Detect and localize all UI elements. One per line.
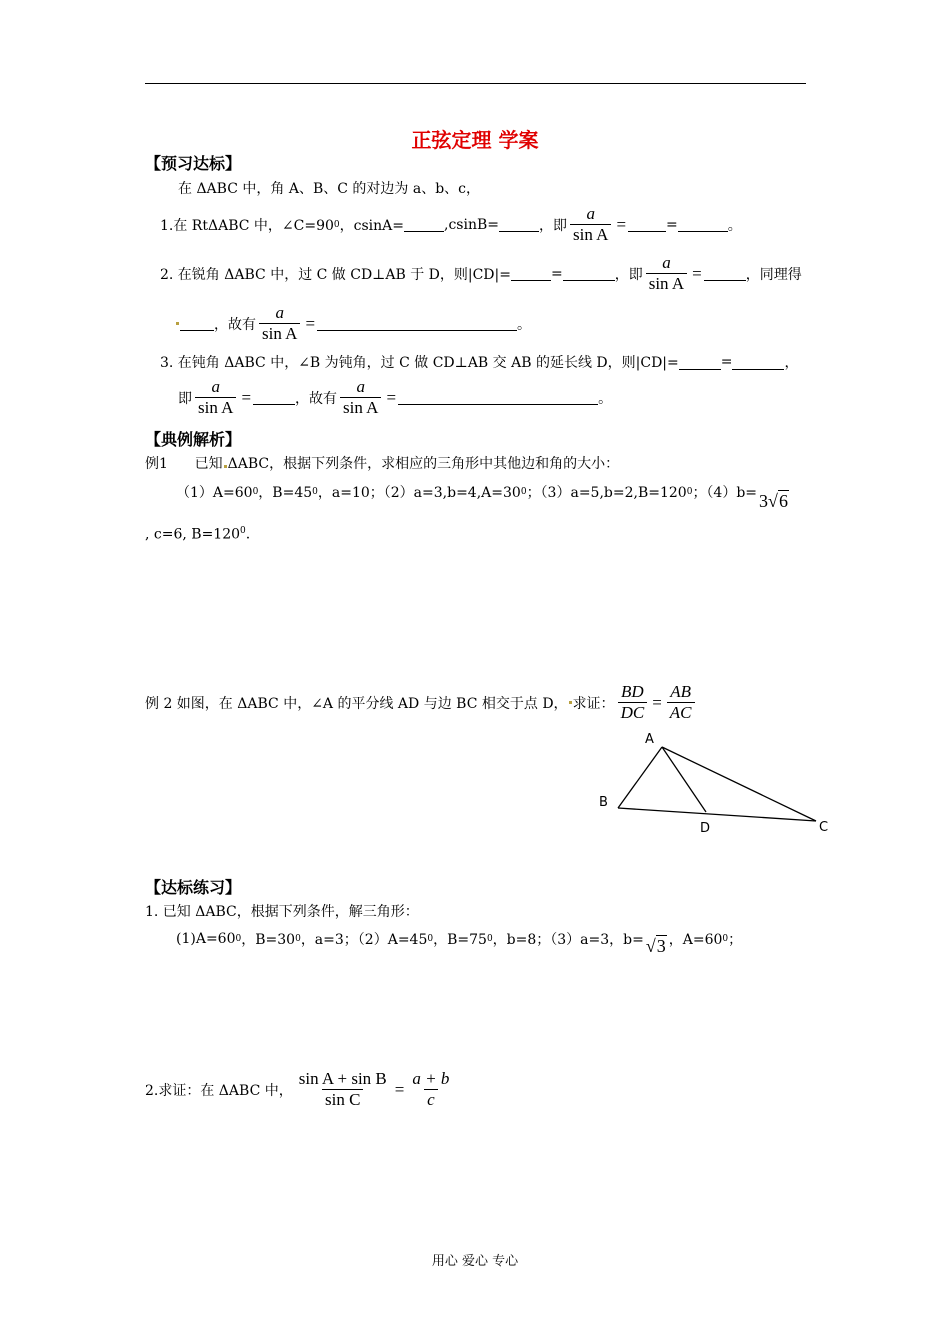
p1-c1c: ，a=3；（2）A=45 <box>300 931 428 948</box>
p1-c1f: ，A=60 <box>668 931 723 948</box>
q1-text-a: 1.在 RtΔABC 中，∠C=90 <box>160 217 334 234</box>
marker-dot <box>224 465 227 468</box>
p1-c1b: ，B=30 <box>241 931 296 948</box>
q2-text-b: ，即 <box>614 266 643 283</box>
example-1-statement <box>145 453 619 473</box>
example-1-condition-4-cont <box>145 526 250 543</box>
sup: 0 <box>686 486 693 497</box>
ex2-text2: 求证： <box>572 695 615 712</box>
q2-text-a: 2. 在锐角 ΔABC 中，过 C 做 CD⊥AB 于 D，则|CD|= <box>160 266 511 283</box>
q3-period: 。 <box>598 390 613 407</box>
q2-text-c: ，同理得 <box>745 266 802 283</box>
q2-eq: = <box>692 263 702 283</box>
preview-q1 <box>160 205 742 244</box>
q3-text-b: 即 <box>178 390 192 407</box>
triangle-diagram <box>590 725 840 840</box>
q1-blank-3[interactable] <box>628 217 666 232</box>
q3-text-c: ，故有 <box>295 390 338 407</box>
q2-eq1: = <box>550 265 563 282</box>
q2-blank-3[interactable] <box>704 266 746 281</box>
example-2-statement <box>145 683 698 722</box>
ex2-text: 例 2 如图，在 ΔABC 中，∠A 的平分线 AD 与边 BC 相交于点 D， <box>145 695 568 712</box>
label-a: A <box>645 732 654 747</box>
practice-1-conditions <box>176 928 743 956</box>
header-rule <box>145 83 806 84</box>
q1-fraction: $\frac{a}{\text{sin A}}$ <box>570 205 611 244</box>
q2-blank-1[interactable] <box>511 266 551 281</box>
q3-eq-2: = <box>386 387 397 407</box>
q1-eq: = <box>616 214 627 234</box>
p1-c1e: ，b=8；（3）a=3，b= <box>492 931 644 948</box>
marker-dot <box>569 701 572 704</box>
q3-eq1: = <box>720 354 733 370</box>
q3-text-a: 3. 在钝角 ΔABC 中，∠B 为钝角，过 C 做 CD⊥AB 交 AB 的延长线 D，则|CD|= <box>160 355 679 371</box>
sup: 0 <box>235 933 242 944</box>
q3-comma: ， <box>784 355 799 371</box>
section-examples-heading: 【典例解析】 <box>145 430 242 449</box>
example-1-conditions <box>176 481 789 511</box>
page-title: 正弦定理 学案 <box>411 128 539 152</box>
side-ac <box>662 747 816 821</box>
preview-q2 <box>160 254 802 293</box>
section-practice-heading: 【达标练习】 <box>145 878 242 897</box>
sup: 0 <box>312 486 318 497</box>
q1-eq2: = <box>666 216 678 233</box>
label-d: D <box>700 821 711 836</box>
q2-eq-2: = <box>305 313 316 333</box>
q2-text-d: ，故有 <box>214 316 256 333</box>
q3-fraction: $\frac{a}{\text{sin A}}$ <box>195 378 236 417</box>
practice-2-statement <box>145 1070 455 1109</box>
sqrt-3: √3 <box>645 936 666 956</box>
ex1-cond2: , c=6, B=120 <box>145 526 241 543</box>
q1-text-c: ,csinB= <box>444 216 500 233</box>
ex1-text: 已知 <box>194 456 223 472</box>
label-b: B <box>599 795 608 810</box>
ex1-text2: ΔABC，根据下列条件，求相应的三角形中其他边和角的大小： <box>227 456 620 472</box>
ex1-cond1: （1）A=60 <box>176 484 253 501</box>
q1-blank-4[interactable] <box>678 217 728 232</box>
q3-blank-1[interactable] <box>679 355 721 370</box>
q2-blank-5[interactable] <box>317 316 517 331</box>
sup: 0 <box>520 486 527 497</box>
q1-sup: 0 <box>333 219 340 230</box>
q2-blank-2[interactable] <box>563 266 615 281</box>
p1-c1d: ，B=75 <box>433 931 487 948</box>
ex1-label: 例1 <box>145 456 168 472</box>
q2-fraction: $\frac{a}{\text{sin A}}$ <box>646 254 687 293</box>
ex2-fraction-left: $\frac{BD}{DC}$ <box>618 683 648 722</box>
p2-fraction-right: $\frac{a + b}{c}$ <box>412 1069 450 1109</box>
section-preview-heading: 【预习达标】 <box>145 154 242 173</box>
q3-blank-3[interactable] <box>253 390 295 405</box>
ex1-cond1d: ；（3）a=5,b=2,B=120 <box>526 484 687 501</box>
p2-fraction-left: $\frac{\text{sin A + sin B}}{\text{sin C}}$ <box>298 1069 387 1109</box>
preview-q3 <box>160 352 798 372</box>
q2-fraction-2: $\frac{a}{\text{sin A}}$ <box>259 304 300 343</box>
ex1-cond2end: . <box>245 526 251 543</box>
ex1-cond1c: ，a=10；（2）a=3,b=4,A=30 <box>317 484 521 501</box>
marker-dot <box>176 322 179 325</box>
p2-eq: = <box>394 1079 405 1099</box>
preview-q3-cont <box>178 378 612 417</box>
q2-blank-4[interactable] <box>180 316 214 331</box>
sqrt-expression: 3√6 <box>759 491 788 511</box>
label-c: C <box>819 820 829 835</box>
sup: 0 <box>486 933 493 944</box>
q3-fraction-2: $\frac{a}{\text{sin A}}$ <box>340 378 381 417</box>
sup: 0 <box>295 933 301 944</box>
q1-blank-1[interactable] <box>404 217 444 232</box>
page-footer: 用心 爱心 专心 <box>431 1254 519 1269</box>
sup: 0 <box>427 933 434 944</box>
q3-blank-4[interactable] <box>398 390 598 405</box>
q1-text-d: ，即 <box>539 217 568 234</box>
q1-text-b: ，csinA= <box>339 217 405 234</box>
p1-c1: (1)A=60 <box>176 930 236 947</box>
q2-period: 。 <box>517 316 532 333</box>
bisector-ad <box>662 747 706 812</box>
sup: 0 <box>722 933 729 944</box>
sup: 0 <box>252 486 259 497</box>
sup: 0 <box>240 526 246 536</box>
p2-text: 2.求证：在 ΔABC 中， <box>145 1082 293 1099</box>
p1-end: ； <box>728 931 743 948</box>
q3-blank-2[interactable] <box>732 355 784 370</box>
ex1-cond1b: ，B=45 <box>258 484 313 501</box>
practice-1-statement: 1. 已知 ΔABC，根据下列条件，解三角形： <box>145 904 419 920</box>
preview-intro: 在 ΔABC 中，角 A、B、C 的对边为 a、b、c， <box>178 181 480 197</box>
side-ab <box>618 747 662 808</box>
side-bc <box>618 808 816 821</box>
q3-eq: = <box>241 387 252 407</box>
ex2-eq: = <box>652 692 662 712</box>
q1-blank-2[interactable] <box>499 217 539 232</box>
preview-q2-cont <box>175 304 531 343</box>
q1-period: 。 <box>727 217 742 234</box>
ex2-fraction-right: $\frac{AB}{AC}$ <box>667 683 695 722</box>
ex1-cond1e: ；（4）b= <box>692 484 758 501</box>
